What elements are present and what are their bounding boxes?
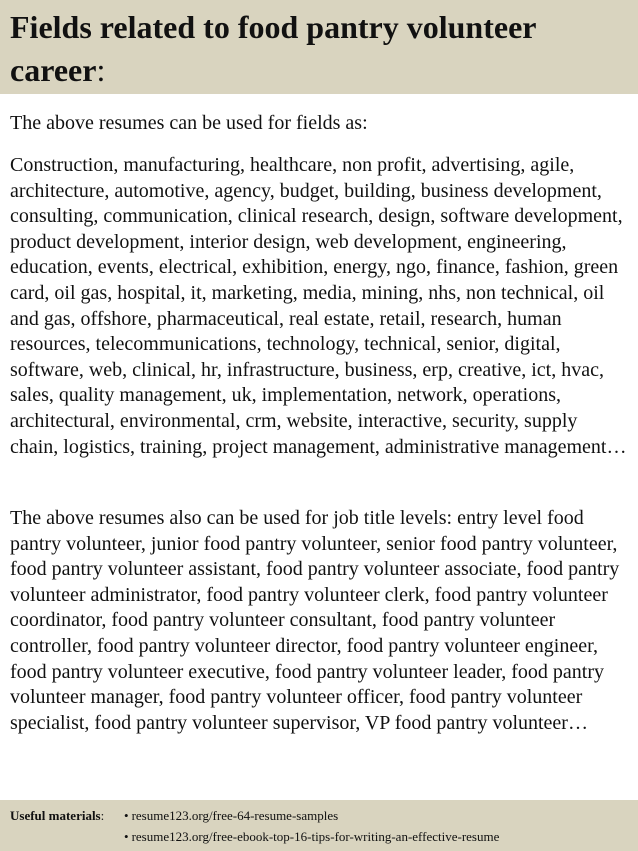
fields-paragraph: Construction, manufacturing, healthcare, non profit, advertising, agile, architecture, automotive, agency, budget, building, business development, consulting, communication, clinical research, design, software development, product development, interior design, web development, engineering, education, events, electrical, exhibition, energy, ngo, finance, fashion, green card, oil gas, hospital, it, marketing, media, mining, nhs, non technical, oil and gas, offshore, pharmaceutical, real estate, retail, research, human resources, telecommunications, technology, technical, senior, digital, software, web, clinical, hr, infrastructure, business, erp, creative, ict, hvac, sales, quality management, uk, implementation, network, operations, architectural, environmental, crm, website, interactive, security, supply chain, logistics, training, project management, administrative management… — [10, 154, 627, 458]
useful-material-link-1-text[interactable]: resume123.org/free-64-resume-samples — [131, 808, 339, 823]
useful-material-link-1[interactable] — [124, 808, 338, 824]
page-title — [10, 6, 630, 92]
useful-material-link-2[interactable] — [124, 829, 499, 845]
useful-materials-footer — [0, 800, 638, 851]
bullet-icon: • — [124, 808, 129, 823]
bullet-icon: • — [124, 829, 129, 844]
useful-materials-separator: : — [100, 808, 105, 823]
job-levels-paragraph: The above resumes also can be used for job title levels: entry level food pantry volunteer, junior food pantry volunteer, senior food pantry volunteer, food pantry volunteer assistant, food pantry volunteer associate, food pantry volunteer administrator, food pantry volunteer clerk, food pantry volunteer coordinator, food pantry volunteer consultant, food pantry volunteer controller, food pantry volunteer director, food pantry volunteer engineer, food pantry volunteer executive, food pantry volunteer leader, food pantry volunteer manager, food pantry volunteer officer, food pantry volunteer specialist, food pantry volunteer supervisor, VP food pantry volunteer… — [10, 507, 620, 734]
useful-material-link-2-text[interactable]: resume123.org/free-ebook-top-16-tips-for-writing-an-effective-resume — [131, 829, 500, 844]
useful-materials-label-text: Useful materials — [10, 808, 101, 823]
useful-materials-label — [10, 808, 104, 824]
intro-text: The above resumes can be used for fields as: — [10, 112, 368, 134]
title-band — [0, 0, 638, 94]
page-title-colon: : — [96, 52, 106, 88]
page-title-text: Fields related to food pantry volunteer career — [10, 9, 536, 88]
